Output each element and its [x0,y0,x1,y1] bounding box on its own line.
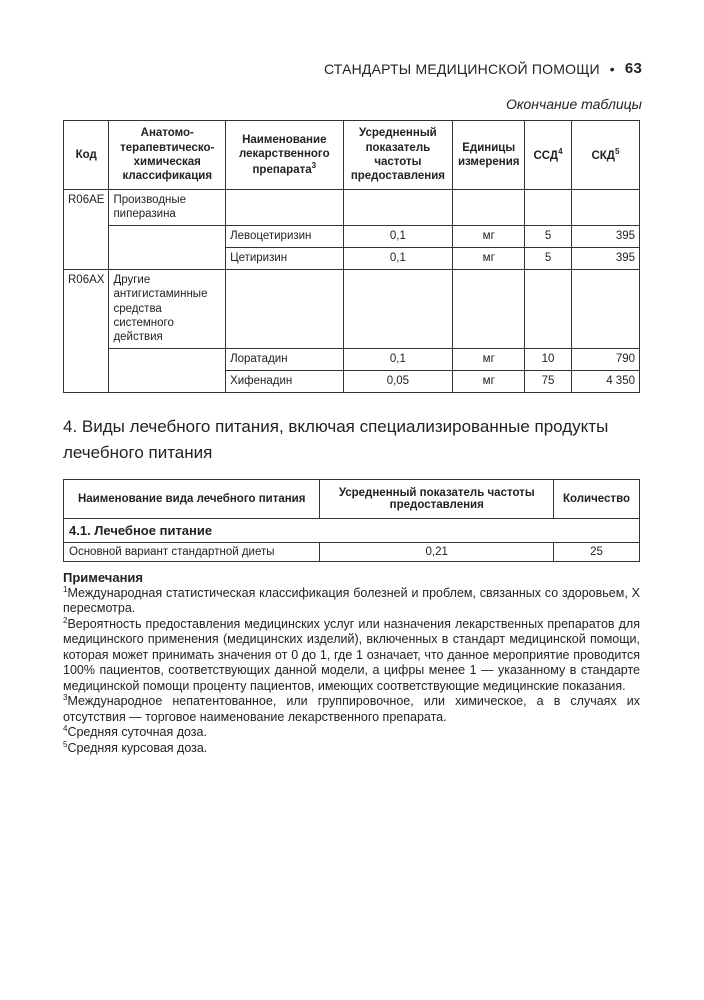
header-atc: Анатомо-терапевтическо-химическая классификация [109,121,226,190]
header-drug [226,121,343,190]
nutrition-table-header-row [64,480,640,519]
drug-name: Лоратадин [226,348,343,370]
group-atc: Другие антигистаминные средства системного действия [109,269,226,348]
footnote-number: 3 [63,692,68,702]
footnote [63,617,640,695]
notes-heading: Примечания [63,570,144,585]
running-title: СТАНДАРТЫ МЕДИЦИНСКОЙ ПОМОЩИ [323,60,600,77]
frequency-value: 0,1 [343,348,453,370]
header-sdd [525,121,572,190]
drug-name: Цетиризин [226,247,343,269]
nutrition-subheader-row [64,519,640,543]
table-continuation-label: Окончание таблицы [505,96,642,112]
nutrition-name: Основной вариант стандартной диеты [64,543,320,562]
header-nutrition-quantity: Количество [554,480,640,519]
footnote [63,694,640,725]
skd-value: 790 [571,348,639,370]
footnote-text: Международное непатентованное, или группировочное, или химическое, а в случаях их отсутствия — торговое наименование лекарственного препарата. [63,694,640,724]
units-value: мг [453,370,525,392]
section-4-title: 4. Виды лечебного питания, включая специализированные продукты лечебного питания [63,417,609,462]
frequency-value: 0,1 [343,225,453,247]
sdd-value: 5 [525,247,572,269]
frequency-value: 0,1 [343,247,453,269]
skd-value: 395 [571,225,639,247]
table-row [64,543,640,562]
units-value: мг [453,225,525,247]
page-number: 63 [624,60,642,77]
header-skd [571,121,639,190]
table-row [64,225,640,247]
footnote-ref: 4 [558,146,563,156]
group-code: R06AX [64,269,109,392]
footnote-text: Вероятность предоставления медицинских услуг или назначения лекарственных препаратов для медицинского применения (медицинских изделий), включенных в стандарт медицинской помощи, которая может принимать значения от 0 до 1, где 1 означает, что данное мероприятие проводится 100% пациентов, соответствующих данной модели, а цифры менее 1 — указанному в стандарте медицинской помощи проценту пациентов, имеющих соответствующие медицинские показания. [63,616,640,693]
header-units: Единицы измерения [453,121,525,190]
header-code: Код [64,121,109,190]
group-atc: Производные пиперазина [109,190,226,226]
running-header [324,60,642,77]
header-skd-label: СКД [591,149,615,162]
nutrition-frequency: 0,21 [320,543,554,562]
header-nutrition-name: Наименование вида лечебного питания [64,480,320,519]
footnote-number: 5 [63,739,68,749]
drug-table-header-row [64,121,640,190]
footnote-text: Средняя курсовая доза. [67,740,208,755]
header-nutrition-frequency: Усредненный показатель частоты предоставления [320,480,554,519]
skd-value: 4 350 [571,370,639,392]
sdd-value: 75 [525,370,572,392]
notes-section [63,570,640,756]
nutrition-quantity: 25 [554,543,640,562]
drug-name: Хифенадин [226,370,343,392]
footnote [63,586,640,617]
group-code: R06AE [64,190,109,270]
footnote [63,741,640,757]
footnote [63,725,640,741]
nutrition-subheader: 4.1. Лечебное питание [64,519,640,543]
footnote-ref: 5 [614,146,620,156]
drug-name: Левоцетиризин [226,225,343,247]
table-row [64,348,640,370]
footnote-number: 1 [63,584,68,594]
frequency-value: 0,05 [343,370,453,392]
table-row [64,269,640,348]
units-value: мг [453,348,525,370]
header-frequency: Усредненный показатель частоты предоставления [343,121,453,190]
units-value: мг [453,247,525,269]
table-row [64,190,640,226]
footnote-text: Международная статистическая классификация болезней и проблем, связанных со здоровьем, Х пересмотра. [63,585,640,615]
bullet-separator: • [609,60,615,77]
footnote-number: 2 [63,615,68,625]
skd-value: 395 [571,247,639,269]
footnote-ref: 3 [311,161,317,171]
footnote-text: Средняя суточная доза. [67,725,207,739]
header-drug-label: Наименование лекарственного препарата [238,133,330,177]
drug-table [63,120,640,393]
sdd-value: 5 [525,225,572,247]
header-sdd-label: ССД [533,149,559,162]
footnote-number: 4 [63,723,68,733]
sdd-value: 10 [525,348,572,370]
nutrition-table [63,479,640,562]
